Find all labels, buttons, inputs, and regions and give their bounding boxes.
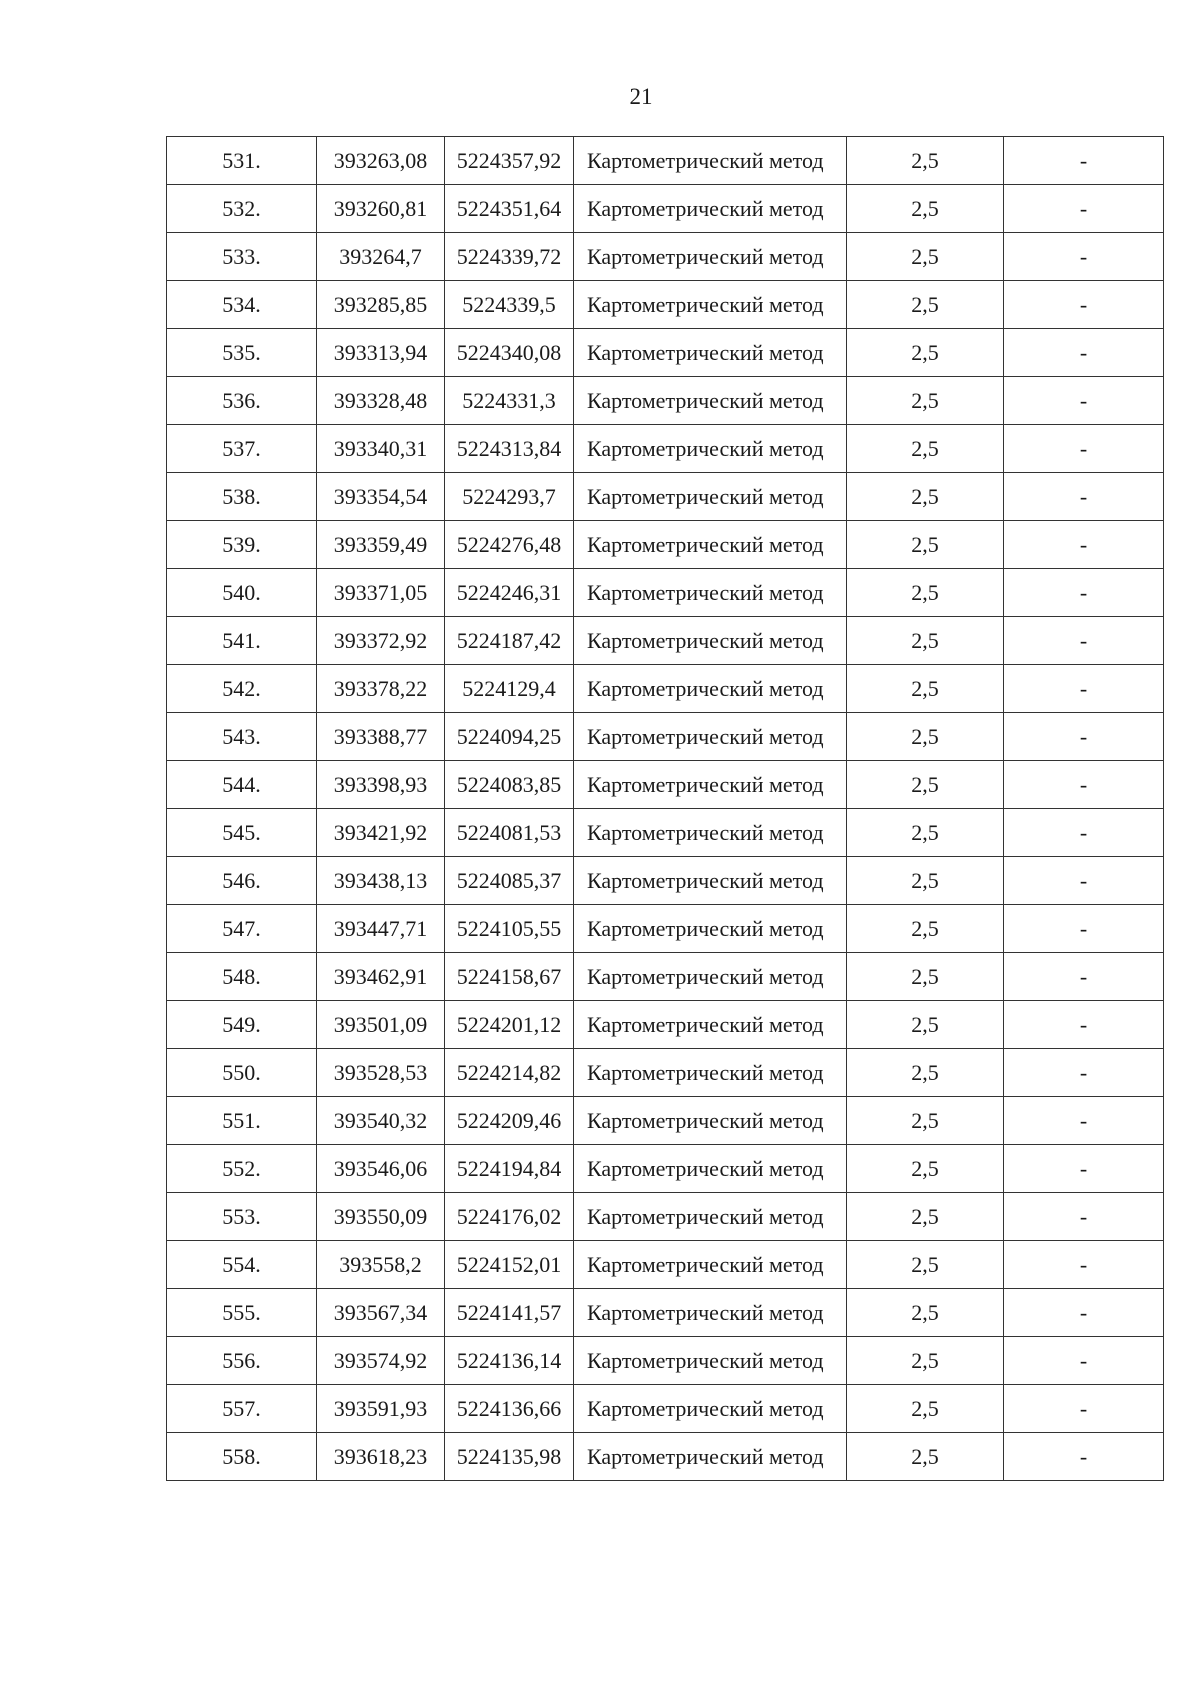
cell-accuracy: 2,5 — [847, 1241, 1004, 1289]
cell-method: Картометрический метод — [574, 713, 847, 761]
cell-coordinate-x: 393260,81 — [317, 185, 445, 233]
cell-coordinate-y: 5224094,25 — [445, 713, 574, 761]
cell-note: - — [1004, 1289, 1164, 1337]
cell-coordinate-y: 5224214,82 — [445, 1049, 574, 1097]
cell-point-number: 538. — [167, 473, 317, 521]
cell-coordinate-y: 5224339,72 — [445, 233, 574, 281]
cell-method: Картометрический метод — [574, 281, 847, 329]
cell-accuracy: 2,5 — [847, 521, 1004, 569]
cell-point-number: 555. — [167, 1289, 317, 1337]
cell-coordinate-y: 5224141,57 — [445, 1289, 574, 1337]
coordinates-table-body — [167, 137, 1164, 1481]
cell-accuracy: 2,5 — [847, 809, 1004, 857]
cell-coordinate-x: 393285,85 — [317, 281, 445, 329]
cell-coordinate-x: 393567,34 — [317, 1289, 445, 1337]
cell-coordinate-x: 393421,92 — [317, 809, 445, 857]
cell-note: - — [1004, 905, 1164, 953]
cell-note: - — [1004, 857, 1164, 905]
table-row — [167, 425, 1164, 473]
cell-accuracy: 2,5 — [847, 1001, 1004, 1049]
cell-note: - — [1004, 617, 1164, 665]
cell-method: Картометрический метод — [574, 473, 847, 521]
cell-note: - — [1004, 185, 1164, 233]
cell-coordinate-x: 393313,94 — [317, 329, 445, 377]
cell-point-number: 542. — [167, 665, 317, 713]
table-row — [167, 521, 1164, 569]
cell-point-number: 557. — [167, 1385, 317, 1433]
cell-point-number: 534. — [167, 281, 317, 329]
cell-accuracy: 2,5 — [847, 1145, 1004, 1193]
cell-coordinate-x: 393354,54 — [317, 473, 445, 521]
table-row — [167, 1097, 1164, 1145]
page-number: 21 — [629, 84, 653, 109]
cell-accuracy: 2,5 — [847, 137, 1004, 185]
cell-method: Картометрический метод — [574, 857, 847, 905]
cell-coordinate-x: 393591,93 — [317, 1385, 445, 1433]
cell-point-number: 531. — [167, 137, 317, 185]
cell-point-number: 546. — [167, 857, 317, 905]
cell-point-number: 532. — [167, 185, 317, 233]
table-row — [167, 377, 1164, 425]
cell-note: - — [1004, 1385, 1164, 1433]
cell-note: - — [1004, 425, 1164, 473]
table-row — [167, 1001, 1164, 1049]
table-row — [167, 713, 1164, 761]
cell-method: Картометрический метод — [574, 377, 847, 425]
cell-note: - — [1004, 521, 1164, 569]
cell-note: - — [1004, 569, 1164, 617]
cell-point-number: 558. — [167, 1433, 317, 1481]
cell-note: - — [1004, 1337, 1164, 1385]
cell-point-number: 540. — [167, 569, 317, 617]
cell-accuracy: 2,5 — [847, 473, 1004, 521]
cell-coordinate-x: 393378,22 — [317, 665, 445, 713]
cell-note: - — [1004, 329, 1164, 377]
cell-method: Картометрический метод — [574, 137, 847, 185]
cell-accuracy: 2,5 — [847, 1289, 1004, 1337]
cell-point-number: 543. — [167, 713, 317, 761]
cell-coordinate-y: 5224209,46 — [445, 1097, 574, 1145]
cell-accuracy: 2,5 — [847, 185, 1004, 233]
cell-accuracy: 2,5 — [847, 1337, 1004, 1385]
cell-coordinate-y: 5224158,67 — [445, 953, 574, 1001]
cell-point-number: 547. — [167, 905, 317, 953]
cell-method: Картометрический метод — [574, 425, 847, 473]
cell-point-number: 545. — [167, 809, 317, 857]
cell-coordinate-x: 393328,48 — [317, 377, 445, 425]
cell-coordinate-y: 5224083,85 — [445, 761, 574, 809]
cell-point-number: 550. — [167, 1049, 317, 1097]
cell-accuracy: 2,5 — [847, 953, 1004, 1001]
table-row — [167, 1049, 1164, 1097]
cell-accuracy: 2,5 — [847, 857, 1004, 905]
table-row — [167, 809, 1164, 857]
cell-coordinate-x: 393528,53 — [317, 1049, 445, 1097]
cell-method: Картометрический метод — [574, 1049, 847, 1097]
cell-point-number: 541. — [167, 617, 317, 665]
table-row — [167, 233, 1164, 281]
cell-method: Картометрический метод — [574, 329, 847, 377]
cell-coordinate-y: 5224276,48 — [445, 521, 574, 569]
cell-coordinate-x: 393340,31 — [317, 425, 445, 473]
cell-note: - — [1004, 233, 1164, 281]
cell-note: - — [1004, 1097, 1164, 1145]
cell-method: Картометрический метод — [574, 761, 847, 809]
cell-coordinate-x: 393264,7 — [317, 233, 445, 281]
table-row — [167, 1241, 1164, 1289]
table-row — [167, 1193, 1164, 1241]
cell-coordinate-y: 5224357,92 — [445, 137, 574, 185]
cell-coordinate-y: 5224135,98 — [445, 1433, 574, 1481]
cell-method: Картометрический метод — [574, 1385, 847, 1433]
cell-method: Картометрический метод — [574, 905, 847, 953]
cell-point-number: 539. — [167, 521, 317, 569]
cell-method: Картометрический метод — [574, 1289, 847, 1337]
cell-coordinate-x: 393371,05 — [317, 569, 445, 617]
cell-accuracy: 2,5 — [847, 1193, 1004, 1241]
cell-method: Картометрический метод — [574, 1193, 847, 1241]
coordinates-table — [166, 136, 1164, 1481]
cell-coordinate-y: 5224187,42 — [445, 617, 574, 665]
cell-coordinate-y: 5224176,02 — [445, 1193, 574, 1241]
cell-note: - — [1004, 281, 1164, 329]
cell-note: - — [1004, 953, 1164, 1001]
cell-coordinate-y: 5224246,31 — [445, 569, 574, 617]
cell-coordinate-y: 5224085,37 — [445, 857, 574, 905]
cell-coordinate-x: 393501,09 — [317, 1001, 445, 1049]
cell-point-number: 548. — [167, 953, 317, 1001]
cell-coordinate-x: 393618,23 — [317, 1433, 445, 1481]
cell-coordinate-y: 5224340,08 — [445, 329, 574, 377]
cell-accuracy: 2,5 — [847, 329, 1004, 377]
cell-note: - — [1004, 1049, 1164, 1097]
cell-method: Картометрический метод — [574, 1337, 847, 1385]
table-row — [167, 329, 1164, 377]
table-row — [167, 137, 1164, 185]
table-row — [167, 617, 1164, 665]
cell-note: - — [1004, 809, 1164, 857]
table-row — [167, 1385, 1164, 1433]
cell-method: Картометрический метод — [574, 569, 847, 617]
cell-coordinate-x: 393359,49 — [317, 521, 445, 569]
cell-note: - — [1004, 137, 1164, 185]
cell-method: Картометрический метод — [574, 617, 847, 665]
table-row — [167, 953, 1164, 1001]
cell-method: Картометрический метод — [574, 809, 847, 857]
cell-accuracy: 2,5 — [847, 281, 1004, 329]
cell-accuracy: 2,5 — [847, 713, 1004, 761]
cell-note: - — [1004, 665, 1164, 713]
cell-coordinate-x: 393438,13 — [317, 857, 445, 905]
table-row — [167, 569, 1164, 617]
cell-coordinate-y: 5224136,66 — [445, 1385, 574, 1433]
cell-coordinate-x: 393263,08 — [317, 137, 445, 185]
cell-coordinate-y: 5224194,84 — [445, 1145, 574, 1193]
cell-method: Картометрический метод — [574, 1433, 847, 1481]
cell-accuracy: 2,5 — [847, 1433, 1004, 1481]
cell-accuracy: 2,5 — [847, 425, 1004, 473]
table-row — [167, 185, 1164, 233]
cell-accuracy: 2,5 — [847, 377, 1004, 425]
cell-coordinate-y: 5224152,01 — [445, 1241, 574, 1289]
cell-coordinate-x: 393388,77 — [317, 713, 445, 761]
cell-coordinate-y: 5224351,64 — [445, 185, 574, 233]
cell-accuracy: 2,5 — [847, 233, 1004, 281]
cell-point-number: 553. — [167, 1193, 317, 1241]
cell-note: - — [1004, 1001, 1164, 1049]
cell-coordinate-x: 393540,32 — [317, 1097, 445, 1145]
table-row — [167, 1145, 1164, 1193]
cell-note: - — [1004, 713, 1164, 761]
cell-method: Картометрический метод — [574, 521, 847, 569]
cell-coordinate-y: 5224331,3 — [445, 377, 574, 425]
cell-coordinate-x: 393550,09 — [317, 1193, 445, 1241]
cell-point-number: 533. — [167, 233, 317, 281]
cell-method: Картометрический метод — [574, 953, 847, 1001]
cell-point-number: 552. — [167, 1145, 317, 1193]
cell-accuracy: 2,5 — [847, 569, 1004, 617]
cell-coordinate-y: 5224081,53 — [445, 809, 574, 857]
cell-note: - — [1004, 1145, 1164, 1193]
cell-accuracy: 2,5 — [847, 761, 1004, 809]
table-row — [167, 473, 1164, 521]
cell-coordinate-x: 393462,91 — [317, 953, 445, 1001]
cell-point-number: 551. — [167, 1097, 317, 1145]
cell-method: Картометрический метод — [574, 185, 847, 233]
cell-note: - — [1004, 377, 1164, 425]
cell-method: Картометрический метод — [574, 1001, 847, 1049]
cell-point-number: 544. — [167, 761, 317, 809]
cell-method: Картометрический метод — [574, 1145, 847, 1193]
cell-coordinate-y: 5224293,7 — [445, 473, 574, 521]
cell-coordinate-x: 393447,71 — [317, 905, 445, 953]
cell-coordinate-y: 5224105,55 — [445, 905, 574, 953]
cell-coordinate-y: 5224136,14 — [445, 1337, 574, 1385]
cell-coordinate-x: 393398,93 — [317, 761, 445, 809]
cell-accuracy: 2,5 — [847, 665, 1004, 713]
cell-note: - — [1004, 761, 1164, 809]
cell-note: - — [1004, 473, 1164, 521]
cell-accuracy: 2,5 — [847, 1385, 1004, 1433]
cell-note: - — [1004, 1241, 1164, 1289]
table-row — [167, 281, 1164, 329]
cell-coordinate-x: 393574,92 — [317, 1337, 445, 1385]
cell-coordinate-y: 5224313,84 — [445, 425, 574, 473]
cell-point-number: 556. — [167, 1337, 317, 1385]
table-row — [167, 1289, 1164, 1337]
cell-point-number: 549. — [167, 1001, 317, 1049]
cell-coordinate-x: 393546,06 — [317, 1145, 445, 1193]
cell-coordinate-y: 5224129,4 — [445, 665, 574, 713]
cell-note: - — [1004, 1193, 1164, 1241]
cell-point-number: 554. — [167, 1241, 317, 1289]
cell-accuracy: 2,5 — [847, 1097, 1004, 1145]
table-row — [167, 665, 1164, 713]
cell-accuracy: 2,5 — [847, 617, 1004, 665]
table-row — [167, 1433, 1164, 1481]
cell-accuracy: 2,5 — [847, 1049, 1004, 1097]
table-row — [167, 761, 1164, 809]
cell-note: - — [1004, 1433, 1164, 1481]
cell-method: Картометрический метод — [574, 1241, 847, 1289]
cell-coordinate-x: 393372,92 — [317, 617, 445, 665]
table-row — [167, 905, 1164, 953]
cell-accuracy: 2,5 — [847, 905, 1004, 953]
table-row — [167, 1337, 1164, 1385]
cell-coordinate-y: 5224201,12 — [445, 1001, 574, 1049]
table-row — [167, 857, 1164, 905]
cell-point-number: 536. — [167, 377, 317, 425]
cell-point-number: 537. — [167, 425, 317, 473]
cell-method: Картометрический метод — [574, 233, 847, 281]
cell-coordinate-x: 393558,2 — [317, 1241, 445, 1289]
cell-point-number: 535. — [167, 329, 317, 377]
cell-coordinate-y: 5224339,5 — [445, 281, 574, 329]
cell-method: Картометрический метод — [574, 1097, 847, 1145]
cell-method: Картометрический метод — [574, 665, 847, 713]
